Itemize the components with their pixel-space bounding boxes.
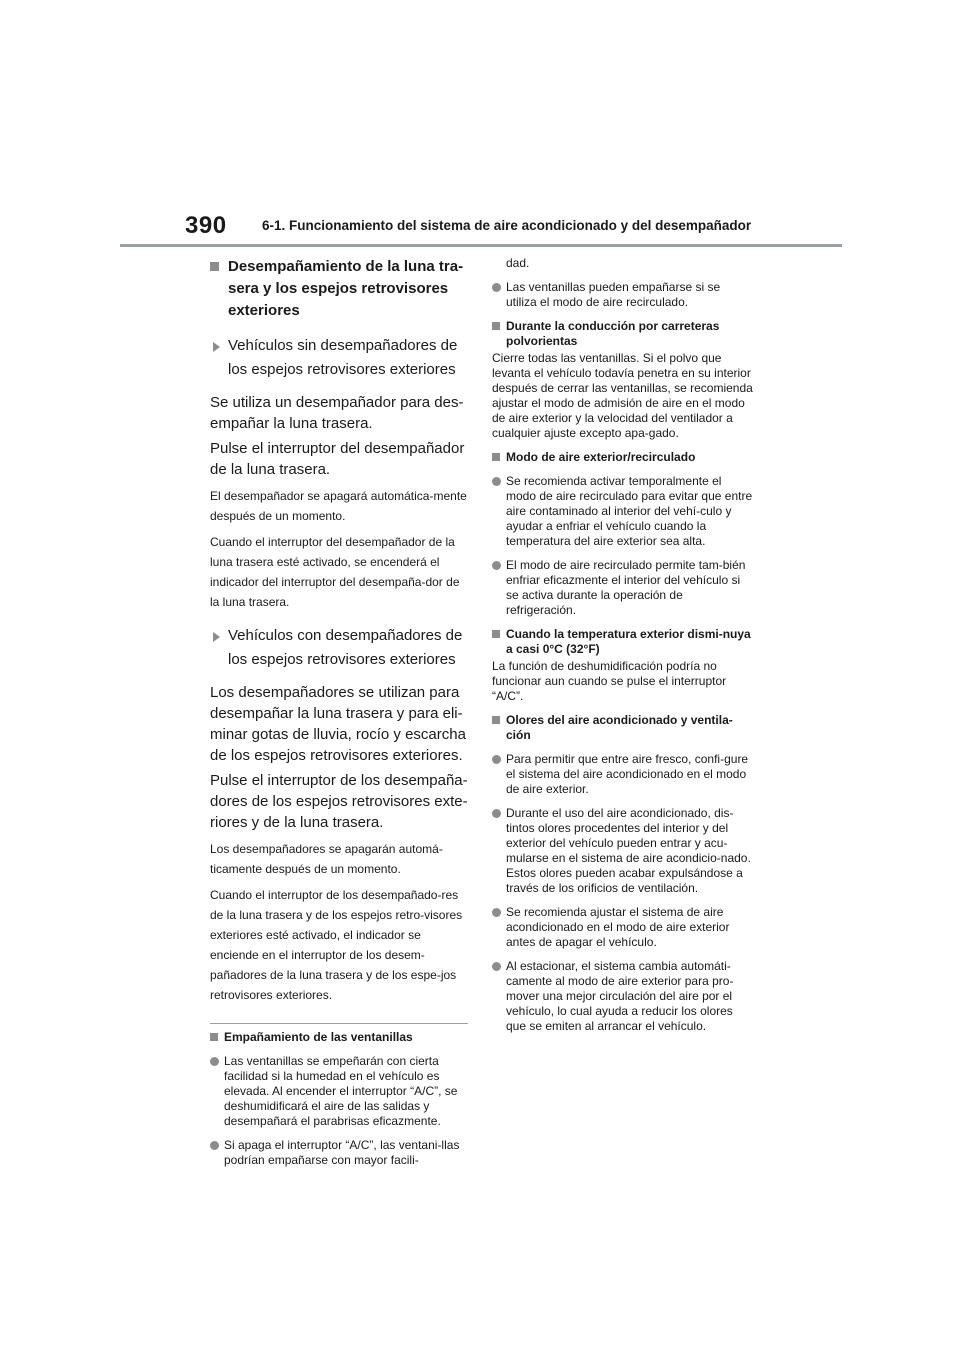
circle-bullet-icon — [492, 809, 501, 818]
subheading-text: Vehículos con desempañadores de los espejos retrovisores exteriores — [228, 627, 463, 668]
square-bullet-icon — [492, 322, 500, 330]
subheading — [210, 624, 468, 672]
bullet-text: Se recomienda ajustar el sistema de aire acondicionado en el modo de aire exterior antes de apagar el vehículo. — [506, 905, 730, 949]
bullet-item — [492, 806, 754, 896]
square-bullet-icon — [210, 262, 219, 271]
paragraph: Cierre todas las ventanillas. Si el polvo que levanta el vehículo todavía penetra en su interior después de cerrar las ventanillas, se recomienda ajustar el modo de admisión de aire en el modo de aire exterior y la velocidad del ventilador a cualquier ajuste excepto apa-gado. — [492, 351, 753, 440]
bullet-item — [210, 1138, 468, 1168]
bullet-item — [210, 1054, 468, 1129]
paragraph: Los desempañadores se utilizan para desempañar la luna trasera y para eli-minar gotas de lluvia, rocío y escarcha de los espejos retrovisores exteriores. — [210, 684, 466, 764]
bullet-text: Las ventanillas se empeñarán con cierta facilidad si la humedad en el vehículo es elevada. Al encender el interruptor “A/C”, se deshumidificará el aire de las salidas y desempañará el parabrisas eficazmente. — [224, 1054, 458, 1128]
paragraph: Pulse el interruptor de los desempaña-dores de los espejos retrovisores exte-riores y de la luna trasera. — [210, 772, 468, 831]
bullet-text: Si apaga el interruptor “A/C”, las ventani-llas podrían empañarse con mayor facili- — [224, 1138, 460, 1167]
square-bullet-icon — [210, 1033, 218, 1041]
small-heading-text: Durante la conducción por carreteras polvorientas — [506, 319, 720, 348]
circle-bullet-icon — [492, 755, 501, 764]
paragraph: La función de deshumidificación podría no funcionar aun cuando se pulse el interruptor “A/C”. — [492, 659, 727, 703]
small-heading — [492, 319, 754, 349]
bullet-item — [492, 558, 754, 618]
square-bullet-icon — [492, 453, 500, 461]
bullet-item — [492, 752, 754, 797]
note: Cuando el interruptor del desempañador de la luna trasera esté activado, se encenderá el indicador del interruptor del desempaña-dor de la luna trasera. — [210, 535, 460, 609]
small-heading-text: Olores del aire acondicionado y ventila-ción — [506, 713, 733, 742]
page-number: 390 — [185, 212, 227, 239]
note: El desempañador se apagará automática-mente después de un momento. — [210, 489, 467, 523]
square-bullet-icon — [492, 716, 500, 724]
bullet-text: Al estacionar, el sistema cambia automáti-camente al modo de aire exterior para pro-mover una mejor circulación del aire por el vehículo, lo cual ayuda a reducir los olores que se emiten al arrancar el vehículo. — [506, 959, 734, 1033]
bullet-text: Para permitir que entre aire fresco, confi-gure el sistema del aire acondicionado en el modo de aire exterior. — [506, 752, 749, 796]
note: Cuando el interruptor de los desempañado-res de la luna trasera y de los espejos retro-visores exteriores esté activado, el indicador se enciende en el interruptor de los desem-pañadores de la luna trasera y de los espe-jos retrovisores exteriores. — [210, 888, 463, 1002]
right-column — [492, 254, 754, 1034]
small-heading — [492, 713, 754, 743]
heading-text: Desempañamiento de la luna tra-sera y los espejos retrovisores exteriores — [228, 258, 464, 319]
paragraph: Pulse el interruptor del desempañador de la luna trasera. — [210, 440, 465, 478]
bullet-item — [492, 280, 754, 310]
square-bullet-icon — [492, 630, 500, 638]
bullet-text: El modo de aire recirculado permite tam-bién enfriar eficazmente el interior del vehículo si se activa durante la operación de refrigeración. — [506, 558, 746, 617]
circle-bullet-icon — [492, 283, 501, 292]
bullet-text: Se recomienda activar temporalmente el modo de aire recirculado para evitar que entre aire contaminado al interior del vehí-culo y ayudar a enfriar el vehículo cuando la temperatura del aire exterior sea alta. — [506, 474, 753, 548]
small-heading — [492, 627, 754, 657]
small-heading — [492, 450, 754, 465]
paragraph: Se utiliza un desempañador para des-empañar la luna trasera. — [210, 394, 464, 432]
continued-text: dad. — [506, 256, 530, 270]
circle-bullet-icon — [492, 962, 501, 971]
circle-bullet-icon — [492, 908, 501, 917]
header-divider — [120, 244, 842, 247]
section-heading — [210, 256, 468, 322]
bullet-item — [492, 474, 754, 549]
small-heading — [210, 1030, 468, 1045]
bullet-item — [492, 905, 754, 950]
subheading-text: Vehículos sin desempañadores de los espejos retrovisores exteriores — [228, 337, 458, 378]
small-heading-text: Empañamiento de las ventanillas — [224, 1030, 413, 1044]
section-divider — [210, 1023, 468, 1024]
subheading — [210, 334, 468, 382]
circle-bullet-icon — [210, 1141, 219, 1150]
note: Los desempañadores se apagarán automá-ticamente después de un momento. — [210, 842, 443, 876]
circle-bullet-icon — [492, 477, 501, 486]
triangle-bullet-icon — [213, 342, 220, 352]
small-heading-text: Modo de aire exterior/recirculado — [506, 450, 696, 464]
left-column — [210, 254, 468, 1168]
triangle-bullet-icon — [213, 632, 220, 642]
section-title: 6-1. Funcionamiento del sistema de aire acondicionado y del desempañador — [262, 218, 752, 233]
circle-bullet-icon — [210, 1057, 219, 1066]
small-heading-text: Cuando la temperatura exterior dismi-nuya a casi 0°C (32°F) — [506, 627, 751, 656]
bullet-item — [492, 959, 754, 1034]
bullet-text: Las ventanillas pueden empañarse si se utiliza el modo de aire recirculado. — [506, 280, 721, 309]
bullet-text: Durante el uso del aire acondicionado, dis-tintos olores procedentes del interior y del exterior del vehículo pueden entrar y acu-mularse en el sistema de aire acondicio-nado. Estos olores pueden acabar expulsándose a través de los orificios de ventilación. — [506, 806, 751, 895]
circle-bullet-icon — [492, 561, 501, 570]
